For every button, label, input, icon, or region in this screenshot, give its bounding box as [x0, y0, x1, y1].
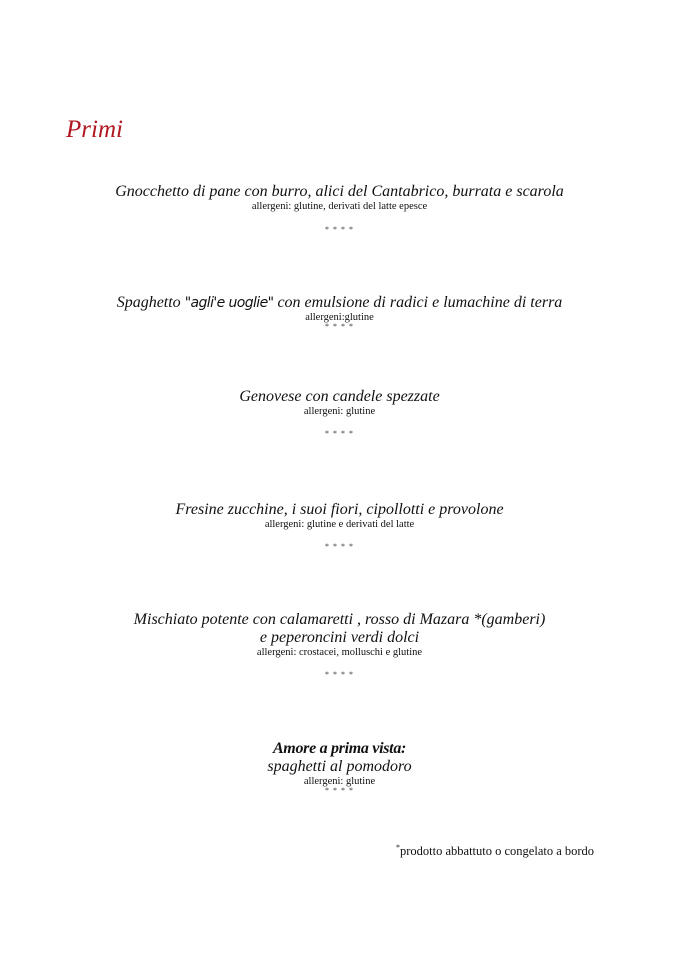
separator: * * * *: [325, 225, 354, 234]
allergens-label: allergeni: glutine e derivati del latte: [264, 519, 415, 530]
separator: * * * *: [325, 429, 354, 438]
menu-item: [0, 183, 679, 234]
dish-name-suffix: con emulsione di radici e lumachine di terra: [273, 294, 563, 311]
separator: * * * *: [325, 542, 354, 551]
dish-name-line-2: e peperoncini verdi dolci: [259, 629, 420, 646]
dish-name-line-2: spaghetti al pomodoro: [267, 758, 412, 775]
dish-name-line-1: Mischiato potente con calamaretti , rosso di Mazara *(gamberi): [133, 611, 546, 628]
dish-name: Genovese con candele spezzate: [239, 388, 440, 405]
allergens-label: allergeni: glutine: [303, 406, 376, 417]
dish-name-quoted: "agli'e uoglie": [184, 295, 274, 311]
allergens-label: allergeni:glutine: [305, 312, 374, 323]
dish-name: Fresine zucchine, i suoi fiori, cipollotti e provolone: [175, 501, 504, 518]
menu-item: [0, 740, 679, 795]
dish-name-prefix: Spaghetto: [116, 294, 185, 311]
menu-item: [0, 501, 679, 551]
allergens-label: allergeni: glutine, derivati del latte epesce: [251, 201, 428, 212]
dish-name-line-1: Amore a prima vista:: [272, 740, 407, 757]
separator: * * * *: [325, 670, 354, 679]
menu-item: [0, 294, 679, 331]
separator: * * * *: [325, 786, 354, 795]
separator: * * * *: [325, 322, 354, 331]
section-title: Primi: [66, 116, 123, 143]
allergens-label: allergeni: glutine: [303, 776, 376, 787]
footnote-marker: *: [396, 843, 400, 852]
dish-name: Gnocchetto di pane con burro, alici del Cantabrico, burrata e scarola: [115, 183, 564, 200]
footnote-text: prodotto abbattuto o congelato a bordo: [400, 844, 595, 859]
footnote: [396, 843, 594, 859]
menu-item: [0, 388, 679, 438]
dish-name: [0, 294, 679, 312]
menu-item: [0, 611, 679, 679]
allergens-label: allergeni: crostacei, molluschi e glutine: [256, 647, 423, 658]
